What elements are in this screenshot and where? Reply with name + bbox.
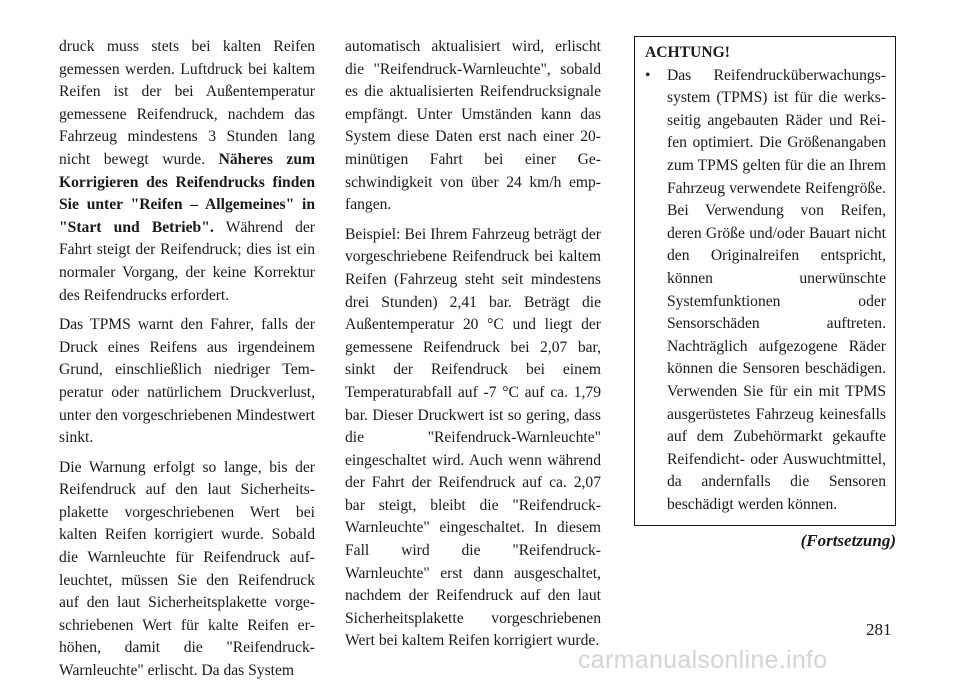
warning-title: ACHTUNG! bbox=[645, 44, 730, 61]
paragraph-auto-update: automatisch aktualisiert wird, erlischt die "Reifendruck-Warnleuchte", sobald es die aktualisierten Reifendrucksignale empfängt. Unter Umständen kann das System diese Daten erst nach einer 20-minütigen Fahrt bei einer Geschwindigkeit von über 24 km/h empfangen. bbox=[345, 38, 601, 214]
paragraph-tpms-warns: Das TPMS warnt den Fahrer, falls der Druck eines Reifens aus irgendeinem Grund, einschließlich niedriger Temperatur oder natürlichem Druckverlust, unter den vorgeschriebenen Mindestwert sinkt. bbox=[59, 316, 315, 447]
middle-column bbox=[345, 36, 601, 660]
paragraph-text: Während der Fahrt steigt der Reifendruck; dies ist ein normaler Vorgang, der keine Korrektur des Reifendrucks erfordert. bbox=[59, 218, 315, 304]
paragraph-tire-pressure-cold bbox=[59, 36, 315, 307]
paragraph-text: druck muss stets bei kalten Reifen gemessen werden. Luftdruck bei kaltem Reifen ist der bei Außentemperatur gemessene Reifendruck, nachdem das Fahrzeug mindestens 3 Stunden lang nicht bewegt wurde. bbox=[59, 38, 315, 168]
watermark: carmanualsonline.info bbox=[578, 646, 828, 674]
warning-box bbox=[634, 36, 896, 526]
cross-reference-bold: Näheres zum Korrigieren des Reifendrucks finden Sie unter "Reifen – Allgemeines" in "Start und Betrieb". bbox=[59, 150, 316, 236]
continuation-note: (Fortsetzung) bbox=[800, 531, 896, 551]
paragraph-example: Beispiel: Bei Ihrem Fahrzeug beträgt der vorgeschriebene Reifendruck bei kaltem Reifen (Fahrzeug steht seit mindestens drei Stunden) 2,41 bar. Beträgt die Außentemperatur 20 °C und liegt der gemessene Reifendruck bei 2,07 bar, sinkt der Reifendruck bei einem Temperaturabfall auf -7 °C auf ca. 1,79 bar. Dieser Druckwert ist so gering, dass die "Reifendruck-Warnleuchte" eingeschaltet wird. Auch wenn während der Fahrt der Reifendruck auf ca. 2,07 bar steigt, bleibt die "Reifendruck-Warnleuchte" eingeschaltet. In diesem Fall wird die "Reifendruck-Warnleuchte" erst dann ausgeschaltet, nachdem der Reifendruck auf den laut Sicherheitsplakette vorgeschriebenen Wert bei kaltem Reifen korrigiert wurde. bbox=[345, 225, 601, 650]
warning-text: Das Reifendrucküberwachungssystem (TPMS) ist für die werksseitig angebauten Räder und Reifen optimiert. Die Größenangaben zum TPMS gelten für die an Ihrem Fahrzeug verwendete Reifengröße. Bei Verwendung von Reifen, deren Größe und/oder Bauart nicht den Originalreifen entspricht, können unerwünschte Systemfunktionen oder Sensorschäden auftreten. Nachträglich aufgezogene Räder können die Sensoren beschädigen. Verwenden Sie für ein mit TPMS ausgerüstetes Fahrzeug keinesfalls auf dem Zubehörmarkt gekaufte Reifendicht- oder Auswuchtmittel, da andernfalls die Sensoren beschädigt werden können. bbox=[667, 66, 886, 513]
right-column bbox=[634, 36, 896, 553]
warning-bullet-item bbox=[645, 65, 886, 517]
page-number: 281 bbox=[866, 620, 892, 639]
paragraph-warning-duration: Die Warnung erfolgt so lange, bis der Reifendruck auf den laut Sicherheitsplakette vorgeschriebenen Wert bei kalten Reifen korrigiert wurde. Sobald die Warnleuchte für Reifendruck aufleuchtet, müssen Sie den Reifendruck auf den laut Sicherheitsplakette vorgeschriebenen Wert für kalte Reifen erhöhen, damit die "Reifendruck-Warnleuchte" erlischt. Da das System bbox=[59, 458, 315, 680]
left-column bbox=[59, 36, 315, 690]
bullet-icon: • bbox=[645, 66, 651, 84]
